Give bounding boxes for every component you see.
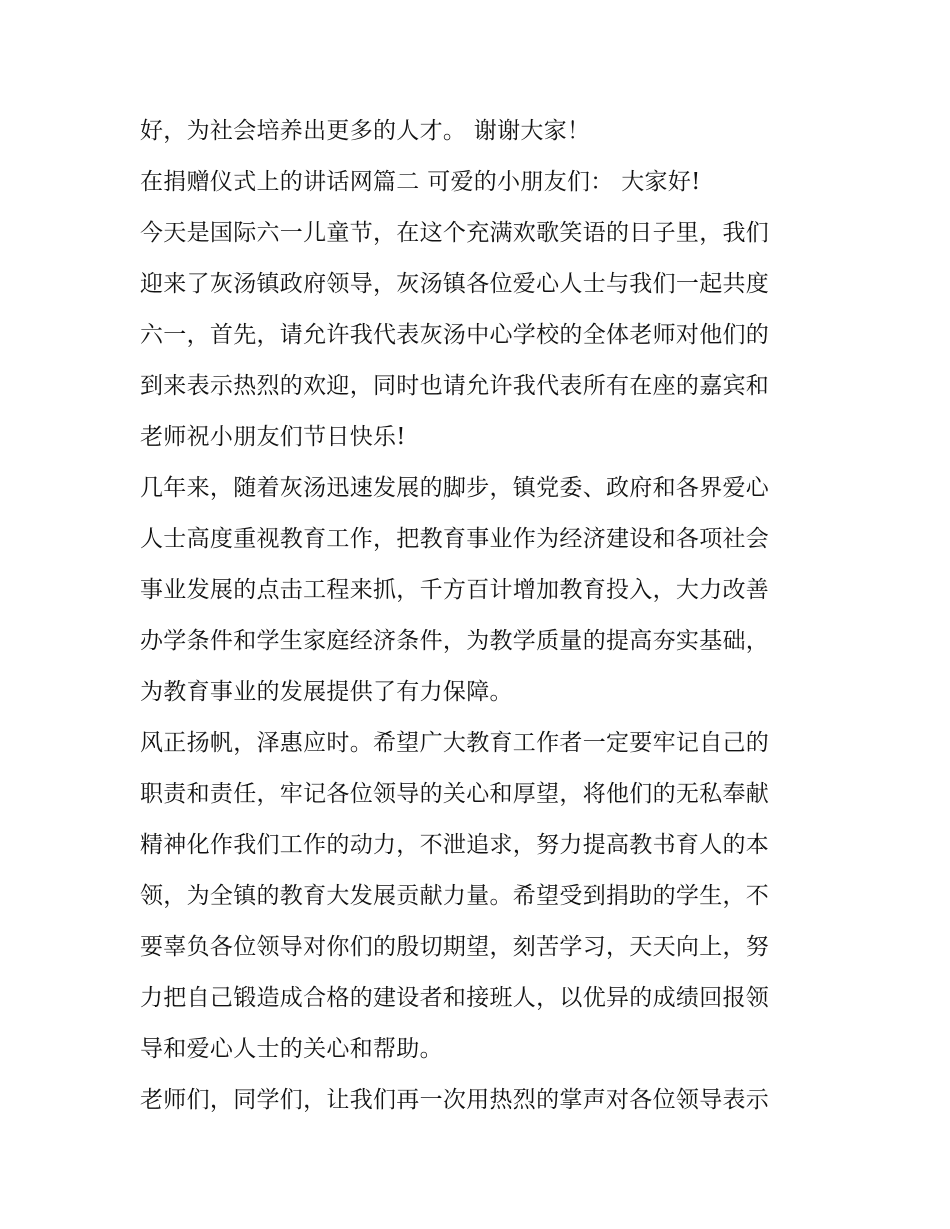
text-line: 风正扬帆，泽惠应时。希望广大教育工作者一定要牢记自己的: [140, 730, 770, 756]
text-line: 到来表示热烈的欢迎，同时也请允许我代表所有在座的嘉宾和: [140, 373, 770, 399]
text-line: 人士高度重视教育工作，把教育事业作为经济建设和各项社会: [140, 526, 770, 552]
text-line: 六一，首先，请允许我代表灰汤中心学校的全体老师对他们的: [140, 322, 770, 348]
text-line: 精神化作我们工作的动力，不泄追求，努力提高教书育人的本: [140, 832, 770, 858]
text-line: 导和爱心人士的关心和帮助。: [140, 1036, 443, 1062]
text-line: 几年来，随着灰汤迅速发展的脚步，镇党委、政府和各界爱心: [140, 475, 770, 501]
text-line: 领，为全镇的教育大发展贡献力量。希望受到捐助的学生，不: [140, 883, 770, 909]
text-line: 事业发展的点击工程来抓，千方百计增加教育投入，大力改善: [140, 577, 770, 603]
text-line: 力把自己锻造成合格的建设者和接班人，以优异的成绩回报领: [140, 985, 770, 1011]
text-line: 老师祝小朋友们节日快乐!: [140, 424, 406, 450]
text-line: 好，为社会培养出更多的人才。 谢谢大家！: [140, 118, 591, 144]
text-line: 迎来了灰汤镇政府领导，灰汤镇各位爱心人士与我们一起共度: [140, 271, 770, 297]
text-line: 在捐赠仪式上的讲话网篇二 可爱的小朋友们： 大家好!: [140, 169, 701, 195]
text-line: 办学条件和学生家庭经济条件，为教学质量的提高夯实基础，: [140, 628, 770, 654]
text-line: 今天是国际六一儿童节，在这个充满欢歌笑语的日子里，我们: [140, 220, 770, 246]
text-line: 要辜负各位领导对你们的殷切期望，刻苦学习，天天向上，努: [140, 934, 770, 960]
document-body: [140, 106, 830, 1126]
text-line: 老师们，同学们，让我们再一次用热烈的掌声对各位领导表示: [140, 1087, 770, 1113]
text-line: 职责和责任，牢记各位领导的关心和厚望，将他们的无私奉献: [140, 781, 770, 807]
text-line: 为教育事业的发展提供了有力保障。: [140, 679, 513, 705]
